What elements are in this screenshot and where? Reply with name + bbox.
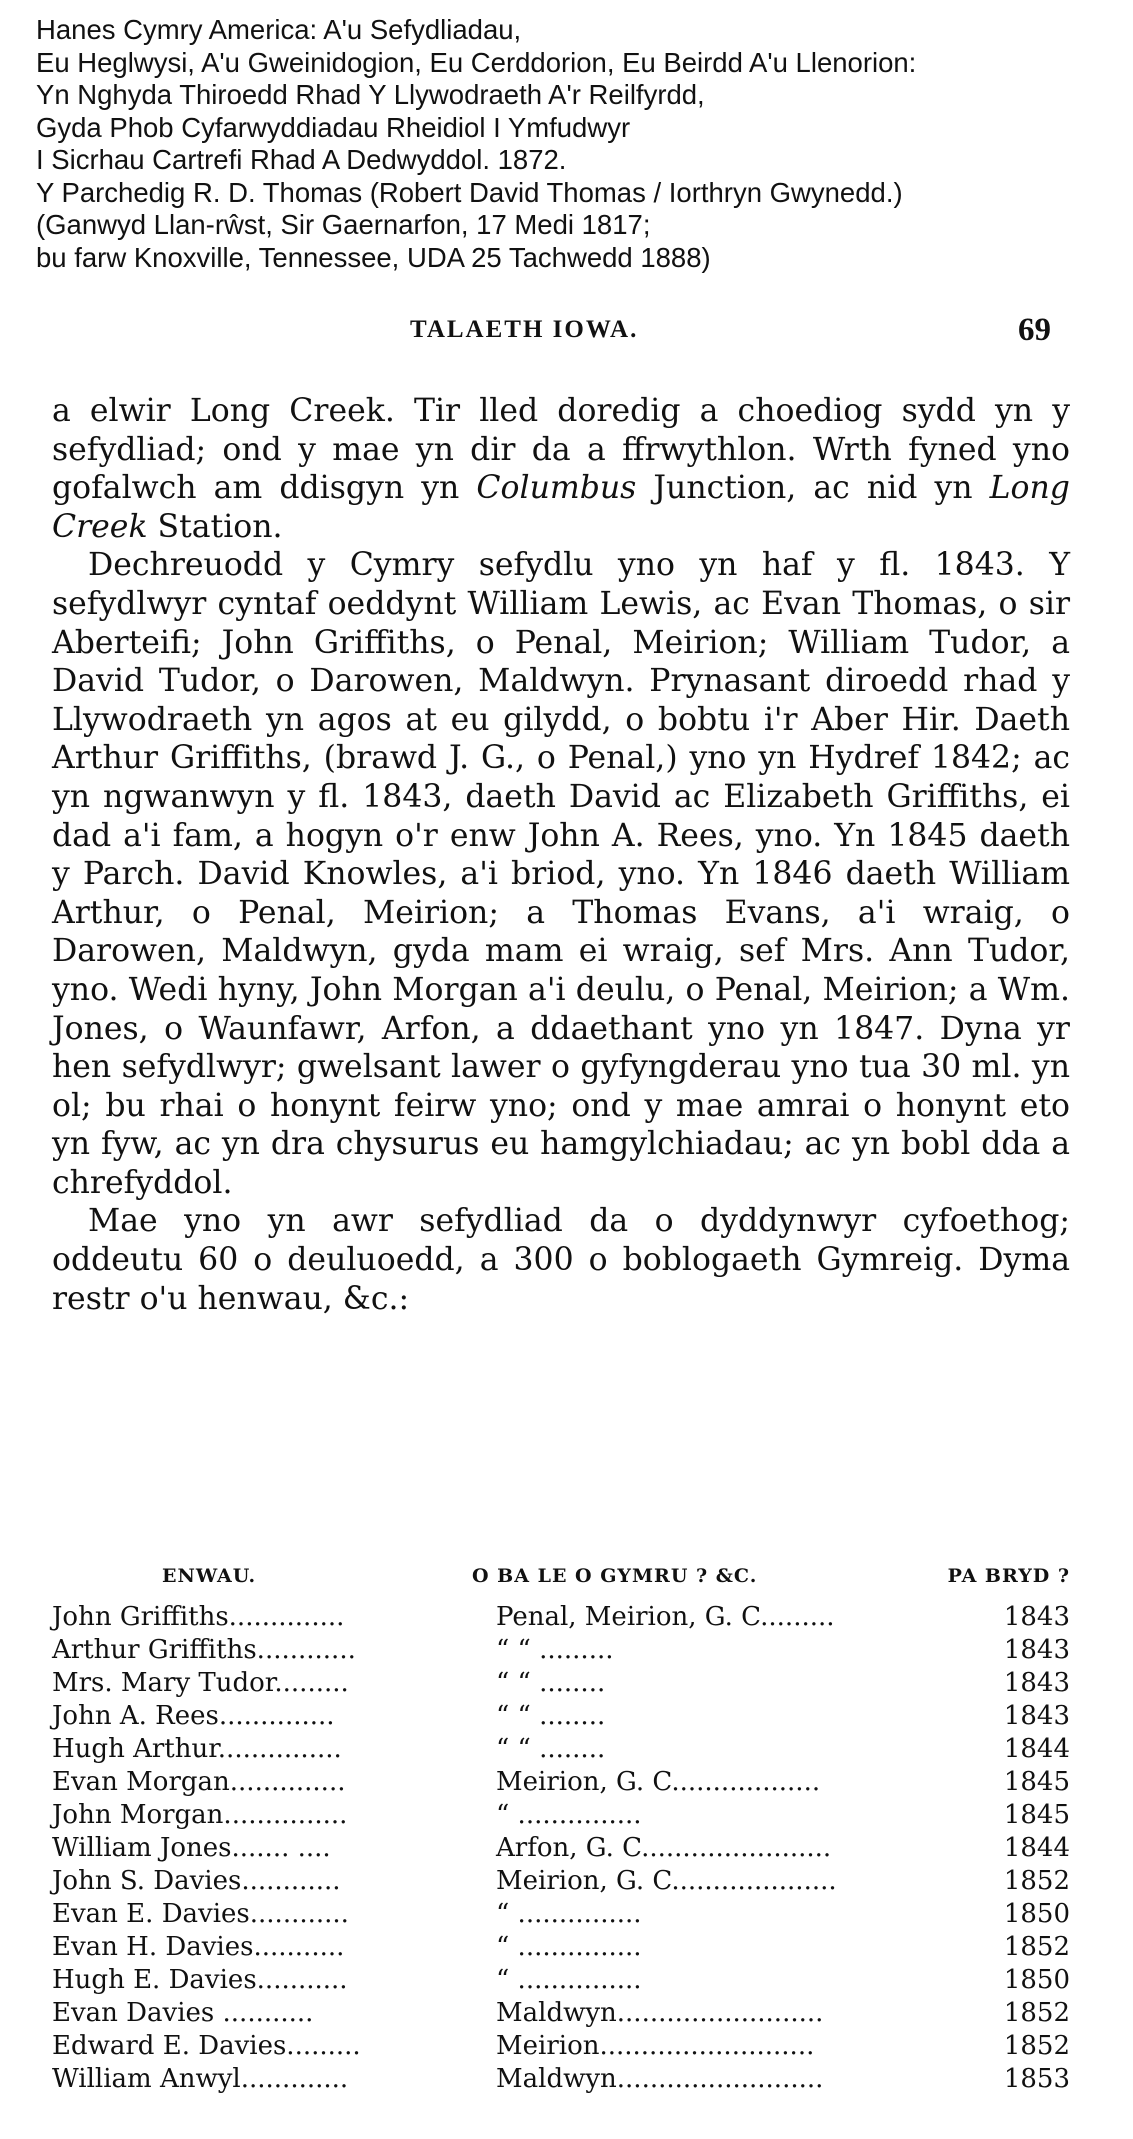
settler-origin: Maldwyn.........................: [496, 1998, 824, 2028]
settler-origin: “ “ .........: [496, 1635, 614, 1665]
paragraph-text: a elwir Long Creek. Tir lled doredig a choediog sydd yn y sefydliad; ond y mae yn dir da a ffrwythlon. Wrth fyned yno gofalwch am ddisgyn yn: [52, 393, 1070, 507]
paragraph: Mae yno yn awr sefydliad da o dyddynwyr cyfoethog; oddeutu 60 o deuluoedd, a 300 o boblogaeth Gymreig. Dyma restr o'u henwau, &c.:: [52, 1203, 1070, 1317]
settler-year: 1852: [1003, 2031, 1070, 2061]
settler-year: 1845: [1003, 1767, 1070, 1797]
settler-origin: Meirion, G. C..................: [496, 1767, 821, 1797]
document-citation-header: [36, 14, 1116, 274]
citation-line: Hanes Cymry America: A'u Sefydliadau,: [36, 14, 522, 45]
settler-name: William Anwyl.............: [52, 2064, 349, 2094]
settler-name: Arthur Griffiths............: [52, 1635, 356, 1665]
header-place: O BA LE O GYMRU ? &C.: [472, 1565, 758, 1587]
settler-year: 1852: [1003, 1932, 1070, 1962]
settler-year: 1843: [1003, 1635, 1070, 1665]
table-row: [52, 1964, 1070, 1997]
settler-origin: “ ...............: [496, 1800, 642, 1830]
italic-place-name: Columbus: [476, 470, 637, 507]
table-row: [52, 1601, 1070, 1634]
settler-origin: Meirion..........................: [496, 2031, 815, 2061]
citation-line: Gyda Phob Cyfarwyddiadau Rheidiol I Ymfudwyr: [36, 111, 631, 143]
header-year: PA BRYD ?: [947, 1565, 1070, 1587]
citation-line: (Ganwyd Llan-rŵst, Sir Gaernarfon, 17 Medi 1817;: [36, 209, 651, 240]
settler-year: 1850: [1003, 1965, 1070, 1995]
citation-line: Yn Nghyda Thiroedd Rhad Y Llywodraeth A'r Reilfyrdd,: [36, 79, 705, 110]
settler-name: Mrs. Mary Tudor.........: [52, 1668, 349, 1698]
paragraph-text: Station.: [147, 508, 283, 545]
table-row: [52, 1898, 1070, 1931]
settler-name: Evan H. Davies...........: [52, 1932, 345, 1962]
settler-name: Evan E. Davies............: [52, 1899, 349, 1929]
settler-name: Hugh Arthur...............: [52, 1734, 342, 1764]
settler-name: John S. Davies............: [52, 1866, 341, 1896]
citation-line: bu farw Knoxville, Tennessee, UDA 25 Tachwedd 1888): [36, 241, 711, 273]
table-row: [52, 1931, 1070, 1964]
settler-origin: “ ...............: [496, 1899, 642, 1929]
settlers-table: [52, 1555, 1070, 2096]
paragraph-text: Junction, ac nid yn: [636, 470, 990, 507]
settler-origin: “ ...............: [496, 1965, 642, 1995]
settler-name: Edward E. Davies.........: [52, 2031, 361, 2061]
table-row: [52, 1634, 1070, 1667]
settler-origin: “ “ ........: [496, 1701, 606, 1731]
settler-year: 1843: [1003, 1701, 1070, 1731]
settler-year: 1844: [1003, 1734, 1070, 1764]
settler-year: 1850: [1003, 1899, 1070, 1929]
settler-year: 1843: [1003, 1602, 1070, 1632]
settler-year: 1844: [1003, 1833, 1070, 1863]
paragraph: Dechreuodd y Cymry sefydlu yno yn haf y fl. 1843. Y sefydlwyr cyntaf oeddynt William Lewis, ac Evan Thomas, o sir Aberteifi; John Griffiths, o Penal, Meirion; William Tudor, a David Tudor, o Darowen, Maldwyn. Prynasant diroedd rhad y Llywodraeth yn agos at eu gilydd, o bobtu i'r Aber Hir. Daeth Arthur Griffiths, (brawd J. G., o Penal,) yno yn Hydref 1842; ac yn ngwanwyn y fl. 1843, daeth David ac Elizabeth Griffiths, ei dad a'i fam, a hogyn o'r enw John A. Rees, yno. Yn 1845 daeth y Parch. David Knowles, a'i briod, yno. Yn 1846 daeth William Arthur, o Penal, Meirion; a Thomas Evans, a'i wraig, o Darowen, Maldwyn, gyda mam ei wraig, sef Mrs. Ann Tudor, yno. Wedi hyny, John Morgan a'i deulu, o Penal, Meirion; a Wm. Jones, o Waunfawr, Arfon, a ddaethant yno yn 1847. Dyna yr hen sefydlwyr; gwelsant lawer o gyfyngderau yno tua 30 ml. yn ol; bu rhai o honynt feirw yno; ond y mae amrai o honynt eto yn fyw, ac yn dra chysurus eu hamgylchiadau; ac yn bobl dda a chrefyddol.: [52, 547, 1070, 1201]
settler-year: 1853: [1003, 2064, 1070, 2094]
settler-year: 1852: [1003, 1998, 1070, 2028]
running-title: TALAETH IOWA.: [410, 316, 639, 343]
body-text: [52, 392, 1070, 1318]
table-header: [52, 1555, 1070, 1601]
settler-year: 1845: [1003, 1800, 1070, 1830]
citation-line: I Sicrhau Cartrefi Rhad A Dedwyddol. 1872.: [36, 144, 567, 175]
citation-line: Eu Heglwysi, A'u Gweinidogion, Eu Cerddorion, Eu Beirdd A'u Llenorion:: [36, 46, 917, 78]
settler-year: 1843: [1003, 1668, 1070, 1698]
settler-name: Evan Morgan..............: [52, 1767, 346, 1797]
table-row: [52, 1997, 1070, 2030]
page-number: 69: [1018, 312, 1051, 348]
settler-name: William Jones....... ....: [52, 1833, 331, 1863]
settler-origin: “ ...............: [496, 1932, 642, 1962]
settler-origin: “ “ ........: [496, 1668, 606, 1698]
table-row: [52, 1832, 1070, 1865]
settler-origin: Maldwyn.........................: [496, 2064, 824, 2094]
settler-year: 1852: [1003, 1866, 1070, 1896]
table-row: [52, 1766, 1070, 1799]
citation-line: Y Parchedig R. D. Thomas (Robert David Thomas / Iorthryn Gwynedd.): [36, 176, 903, 208]
table-row: [52, 1799, 1070, 1832]
table-row: [52, 2030, 1070, 2063]
settler-origin: Meirion, G. C....................: [496, 1866, 837, 1896]
settler-name: Hugh E. Davies...........: [52, 1965, 348, 1995]
settler-origin: “ “ ........: [496, 1734, 606, 1764]
settler-name: John Morgan...............: [52, 1800, 348, 1830]
table-row: [52, 1733, 1070, 1766]
settler-origin: Penal, Meirion, G. C.........: [496, 1602, 835, 1632]
table-body: [52, 1601, 1070, 2096]
table-row: [52, 1865, 1070, 1898]
settler-origin: Arfon, G. C.......................: [496, 1833, 832, 1863]
table-row: [52, 1667, 1070, 1700]
settler-name: John Griffiths..............: [52, 1602, 345, 1632]
settler-name: John A. Rees..............: [52, 1701, 335, 1731]
header-name: ENWAU.: [162, 1565, 257, 1587]
table-row: [52, 2063, 1070, 2096]
paragraph: [52, 392, 1070, 546]
italic-place-name: Long Creek: [52, 470, 1070, 545]
settler-name: Evan Davies ...........: [52, 1998, 314, 2028]
table-row: [52, 1700, 1070, 1733]
running-head: [0, 312, 1133, 352]
